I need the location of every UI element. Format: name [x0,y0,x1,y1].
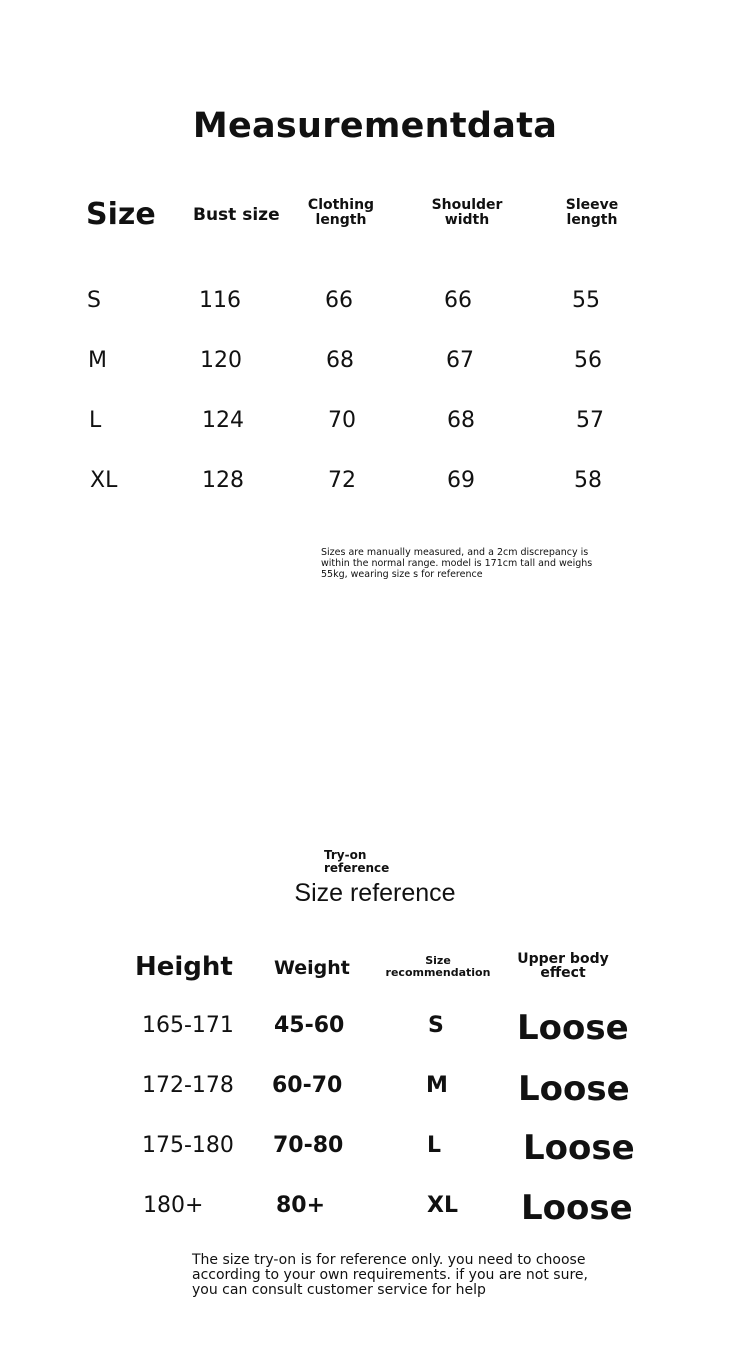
measure-bust-l: 124 [202,408,244,433]
size-reference-title: Size reference [294,879,456,907]
ref-weight-4: 80+ [276,1193,326,1218]
measure-sleeve-l: 57 [576,408,604,433]
header-shoulder-line1: Shoulder [431,197,503,213]
header-bust-size: Bust size [193,205,280,225]
header-sleeve-length [542,198,642,228]
ref-height-3: 175-180 [142,1133,234,1158]
measure-shoulder-l: 68 [447,408,475,433]
measure-sleeve-s: 55 [572,288,600,313]
measure-sleeve-xl: 58 [574,468,602,493]
header-rec-line2: recommendation [385,966,491,979]
header-shoulder-line2: width [444,212,490,228]
measure-shoulder-s: 66 [444,288,472,313]
measure-sleeve-m: 56 [574,348,602,373]
header-clothing-line1: Clothing [307,197,375,213]
measure-size-s: S [87,288,101,313]
header-size: Size [86,197,156,232]
header-effect-line1: Upper body [517,951,609,967]
header-sleeve-line1: Sleeve [565,197,619,213]
measure-length-l: 70 [328,408,356,433]
ref-weight-2: 60-70 [272,1073,343,1098]
header-clothing-length [291,198,391,228]
measure-size-m: M [88,348,107,373]
reference-footer-note: The size try-on is for reference only. you need to choose according to your own requirements. if you are not sure, you can consult customer service for help [192,1252,588,1298]
measure-size-xl: XL [90,468,118,493]
measure-length-s: 66 [325,288,353,313]
ref-size-1: S [428,1013,444,1038]
ref-effect-1: Loose [517,1008,629,1048]
ref-size-2: M [426,1073,448,1098]
header-shoulder-width [417,198,517,228]
measure-length-m: 68 [326,348,354,373]
header-height: Height [135,952,233,982]
measurement-note: Sizes are manually measured, and a 2cm discrepancy is within the normal range. model is 171cm tall and weighs 55kg, wearing size s for reference [321,547,593,580]
ref-height-2: 172-178 [142,1073,234,1098]
measure-bust-xl: 128 [202,468,244,493]
ref-effect-4: Loose [521,1188,633,1228]
ref-weight-1: 45-60 [274,1013,345,1038]
header-rec-line1: Size [425,954,451,967]
ref-effect-2: Loose [518,1069,630,1109]
measure-shoulder-xl: 69 [447,468,475,493]
try-on-tag-line2: reference [324,861,390,875]
ref-weight-3: 70-80 [273,1133,344,1158]
header-size-recommendation [383,955,493,979]
ref-effect-3: Loose [523,1128,635,1168]
header-weight: Weight [274,957,350,979]
ref-height-1: 165-171 [142,1013,234,1038]
ref-size-4: XL [427,1193,458,1218]
header-sleeve-line2: length [566,212,618,228]
measure-size-l: L [89,408,102,433]
measurement-title: Measurementdata [192,106,558,146]
header-effect-line2: effect [540,965,586,981]
header-clothing-line2: length [315,212,367,228]
measure-length-xl: 72 [328,468,356,493]
header-upper-body-effect [508,952,618,980]
measure-bust-s: 116 [199,288,241,313]
ref-size-3: L [427,1133,442,1158]
try-on-tag-line1: Try-on [324,848,367,862]
measure-shoulder-m: 67 [446,348,474,373]
try-on-reference-tag [324,849,389,875]
ref-height-4: 180+ [143,1193,204,1218]
measure-bust-m: 120 [200,348,242,373]
